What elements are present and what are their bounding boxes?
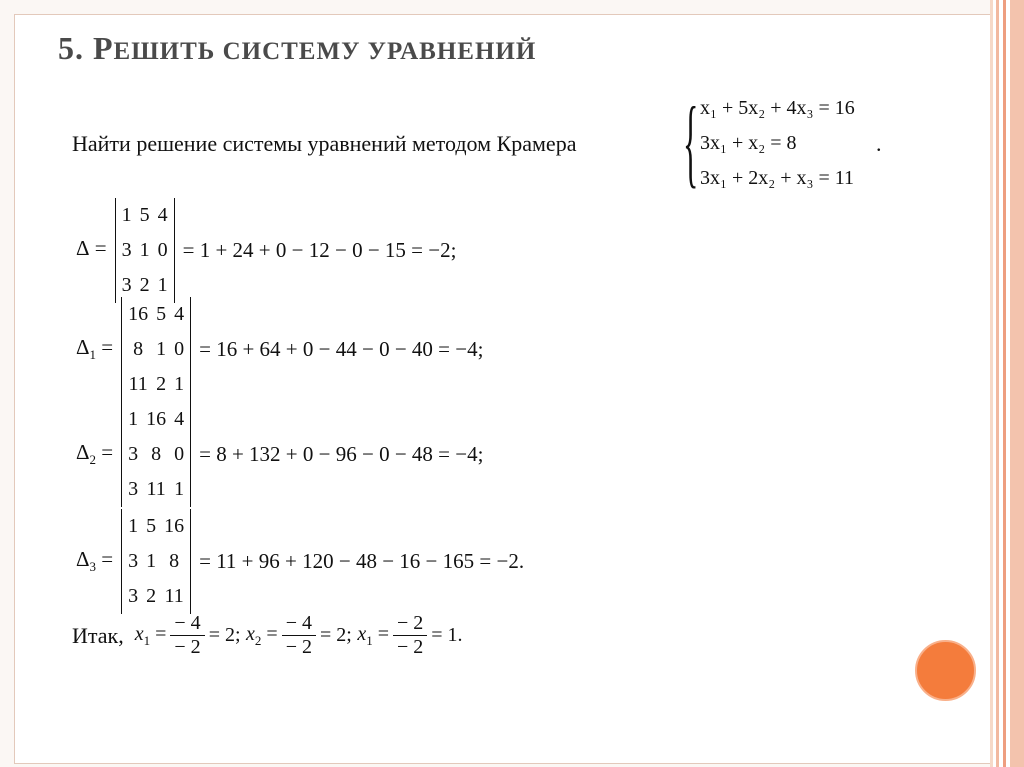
determinant-line (76, 297, 483, 402)
det-label: $\Delta_3$ = (76, 547, 114, 575)
solution-fraction: $\frac{- 4}{- 2}$ (170, 612, 204, 659)
solution-value: = 1. (431, 624, 463, 646)
det-label: $\Delta_2$ = (76, 440, 114, 468)
determinant-line (76, 198, 456, 303)
system-equation-2: 3x₁ + x₂ = 8 (700, 132, 797, 154)
conclusion-intro: Итак, (72, 622, 124, 648)
det-matrix: 1 5 16 3 1 8 3 2 11 (121, 509, 191, 614)
det-result: = 1 + 24 + 0 − 12 − 0 − 15 = −2; (182, 238, 457, 262)
system-equation-1: x₁ + 5x₂ + 4x₃ = 16 (700, 97, 855, 119)
solution-fraction: $\frac{- 2}{- 2}$ (393, 612, 427, 659)
decorative-stripes (990, 0, 1024, 767)
task-text: Найти решение системы уравнений методом Крамера (72, 131, 577, 156)
det-result: = 8 + 132 + 0 − 96 − 0 − 48 = −4; (199, 442, 484, 466)
solution-fraction: $\frac{- 4}{- 2}$ (282, 612, 316, 659)
system-equation-3: 3x₁ + 2x₂ + x₃ = 11 (700, 167, 855, 189)
solution-var: $x_2$ = (246, 622, 278, 648)
determinant-line (76, 402, 483, 507)
det-result: = 16 + 64 + 0 − 44 − 0 − 40 = −4; (199, 337, 484, 361)
det-matrix: 1 16 4 3 8 0 3 11 1 (121, 402, 191, 507)
det-label: Δ = (76, 236, 107, 261)
decorative-circle (915, 640, 976, 701)
solution-var: $x_1$ = (134, 622, 167, 648)
solution-value: = 2; (319, 624, 352, 646)
solution-value: = 2; (208, 624, 241, 646)
det-matrix: 16 5 4 8 1 0 11 2 1 (121, 297, 191, 402)
title-number: 5. (58, 30, 84, 66)
solution-var: $x_1$ = (357, 622, 389, 648)
title-first-letter: Р (93, 30, 114, 66)
slide-title (58, 30, 536, 67)
determinant-line (76, 509, 524, 614)
system-end-mark: . (876, 131, 882, 156)
title-rest: ЕШИТЬ СИСТЕМУ УРАВНЕНИЙ (113, 38, 537, 65)
system-brace: { (683, 86, 699, 197)
det-label: $\Delta_1$ = (76, 335, 114, 363)
det-result: = 11 + 96 + 120 − 48 − 16 − 165 = −2. (199, 549, 525, 573)
conclusion (72, 612, 463, 659)
det-matrix: 1 5 4 3 1 0 3 2 1 (115, 198, 175, 303)
